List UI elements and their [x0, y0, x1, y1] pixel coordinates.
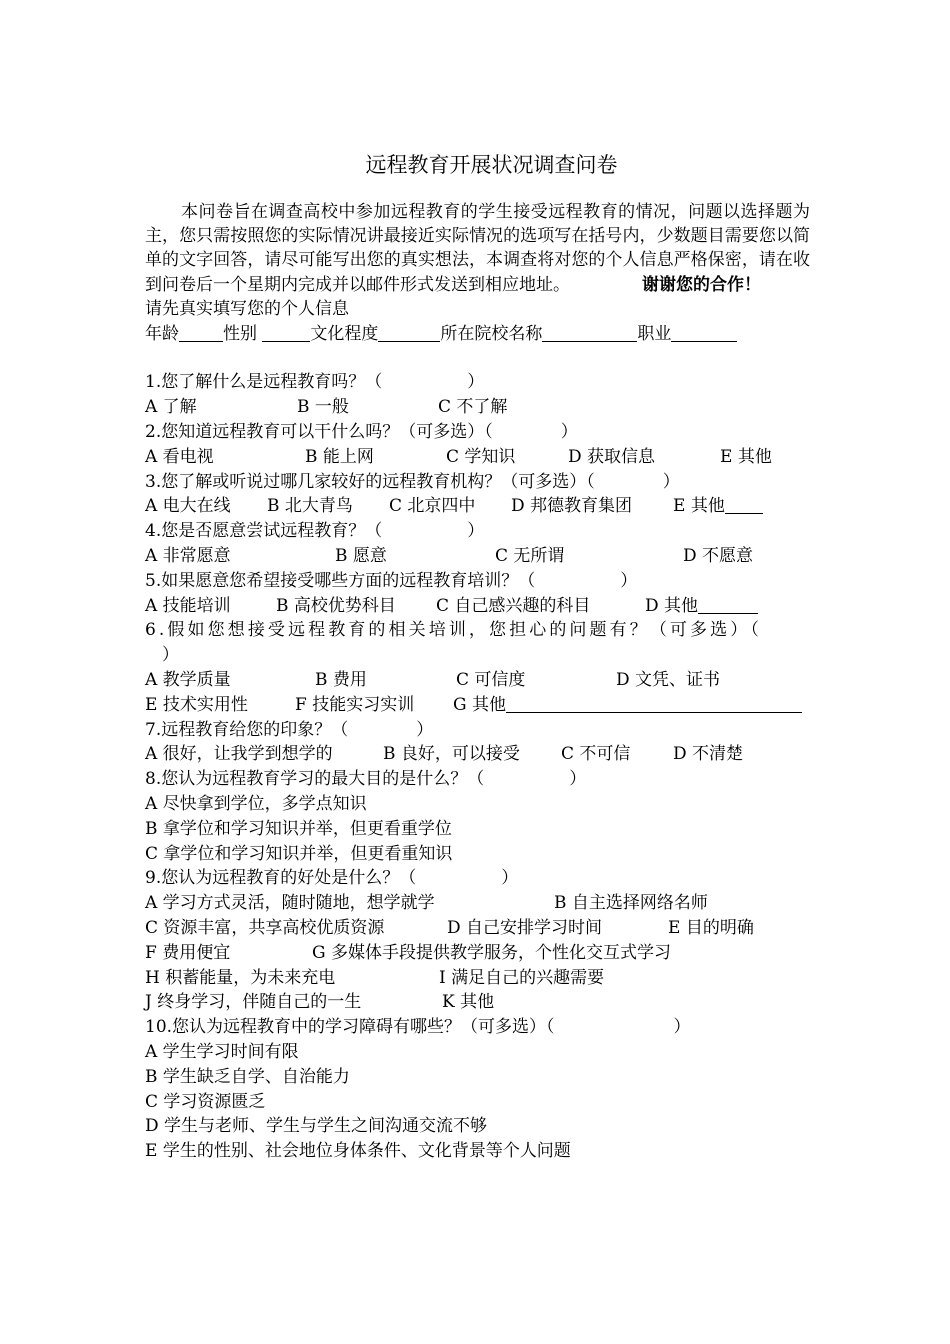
option[interactable]: D 不愿意	[683, 545, 754, 566]
question-3: 3.您了解或听说过哪几家较好的远程教育机构？（可多选）（ ）	[145, 471, 680, 492]
question-5: 5.如果愿意您希望接受哪些方面的远程教育培训？（ ）	[145, 570, 638, 591]
school-blank[interactable]	[542, 324, 637, 342]
option[interactable]: B 费用	[315, 669, 367, 690]
other-blank[interactable]	[698, 596, 758, 614]
option[interactable]: F 技能实习实训	[295, 694, 415, 715]
option[interactable]: B 一般	[297, 397, 349, 418]
option[interactable]: B 拿学位和学习知识并举，但更看重学位	[145, 818, 452, 839]
question-9-options-row-1	[145, 891, 810, 916]
option[interactable]: D 学生与老师、学生与学生之间沟通交流不够	[145, 1116, 488, 1137]
option[interactable]: B 能上网	[305, 446, 374, 467]
option[interactable]: D 获取信息	[568, 446, 656, 467]
option[interactable]: A 了解	[145, 397, 197, 418]
option[interactable]: H 积蓄能量，为未来充电	[145, 967, 336, 988]
question-4-options	[145, 544, 810, 569]
option[interactable]: A 教学质量	[145, 669, 231, 690]
personal-heading: 请先真实填写您的个人信息	[145, 298, 349, 319]
question-9-options-row-2	[145, 916, 810, 941]
option[interactable]: A 尽快拿到学位，多学点知识	[145, 793, 367, 814]
option[interactable]: C 不了解	[438, 397, 508, 418]
question-2: 2.您知道远程教育可以干什么吗？（可多选）（ ）	[145, 422, 578, 442]
question-8: 8.您认为远程教育学习的最大目的是什么？（ ）	[145, 769, 587, 790]
option[interactable]: D 其他	[645, 594, 758, 619]
option[interactable]: A 电大在线	[145, 496, 231, 517]
question-5-options	[145, 594, 810, 619]
question-1: 1.您了解什么是远程教育吗？（ ）	[145, 372, 485, 393]
education-label: 文化程度	[310, 323, 379, 344]
option[interactable]: C 自己感兴趣的科目	[436, 595, 591, 616]
thanks-text: 谢谢您的合作！	[642, 274, 761, 295]
option[interactable]: E 目的明确	[668, 917, 754, 938]
questionnaire-page	[145, 150, 810, 1164]
question-6-options-row-2	[145, 693, 810, 718]
question-2-options	[145, 445, 810, 470]
gender-label: 性别	[223, 323, 257, 344]
question-6-options-row-1	[145, 668, 810, 693]
option[interactable]: C 不可信	[561, 744, 631, 765]
question-3-options	[145, 494, 810, 519]
option[interactable]: B 愿意	[335, 545, 387, 566]
option[interactable]: C 可信度	[456, 669, 526, 690]
option[interactable]: G 其他	[453, 693, 802, 718]
option[interactable]: F 费用便宜	[145, 942, 231, 963]
option[interactable]: A 学生学习时间有限	[145, 1041, 299, 1062]
question-9-options-row-5	[145, 990, 810, 1015]
option[interactable]: A 很好，让我学到想学的	[145, 744, 333, 765]
other-blank[interactable]	[725, 496, 763, 514]
option[interactable]: E 其他	[720, 446, 772, 467]
question-4: 4.您是否愿意尝试远程教育？（ ）	[145, 521, 485, 542]
age-blank[interactable]	[179, 324, 223, 342]
option[interactable]: B 良好，可以接受	[383, 744, 520, 765]
job-label: 职业	[637, 323, 672, 344]
option[interactable]: D 邦德教育集团	[511, 496, 633, 517]
question-9: 9.您认为远程教育的好处是什么？（ ）	[145, 868, 519, 889]
option[interactable]: I 满足自己的兴趣需要	[439, 967, 605, 988]
option[interactable]: J 终身学习，伴随自己的一生	[145, 992, 362, 1013]
page-title: 远程教育开展状况调查问卷	[365, 153, 618, 177]
question-7: 7.远程教育给您的印象？（ ）	[145, 719, 434, 740]
option[interactable]: D 自己安排学习时间	[447, 917, 603, 938]
option[interactable]: D 文凭、证书	[616, 669, 721, 690]
question-6: 6.假如您想接受远程教育的相关培训，您担心的问题有？（可多选）（ ）	[145, 620, 762, 666]
option[interactable]: C 无所谓	[495, 545, 565, 566]
option[interactable]: A 技能培训	[145, 595, 231, 616]
gender-blank[interactable]	[262, 324, 310, 342]
option[interactable]: B 高校优势科目	[276, 595, 396, 616]
option[interactable]: E 技术实用性	[145, 694, 248, 715]
option[interactable]: C 拿学位和学习知识并举，但更看重知识	[145, 843, 453, 864]
question-9-options-row-3	[145, 941, 810, 966]
option[interactable]: B 北大青鸟	[267, 496, 353, 517]
option[interactable]: B 自主选择网络名师	[554, 893, 708, 914]
personal-info-row	[145, 322, 810, 347]
question-10: 10.您认为远程教育中的学习障碍有哪些？（可多选）（ ）	[145, 1017, 691, 1038]
option[interactable]: A 非常愿意	[145, 545, 231, 566]
option[interactable]: E 其他	[673, 494, 763, 519]
option[interactable]: E 学生的性别、社会地位身体条件、文化背景等个人问题	[145, 1141, 571, 1162]
intro-paragraph	[145, 200, 810, 297]
option[interactable]: G 多媒体手段提供教学服务，个性化交互式学习	[312, 942, 671, 963]
option[interactable]: C 资源丰富，共享高校优质资源	[145, 917, 385, 938]
question-7-options	[145, 742, 810, 767]
question-9-options-row-4	[145, 966, 810, 991]
option[interactable]: B 学生缺乏自学、自治能力	[145, 1066, 350, 1087]
option[interactable]: C 学知识	[446, 446, 516, 467]
school-label: 所在院校名称	[440, 323, 543, 344]
age-label: 年龄	[145, 323, 179, 344]
intro-text: 本问卷旨在调查高校中参加远程教育的学生接受远程教育的情况，问题以选择题为主，您只需按照您的实际情况讲最接近实际情况的选项写在括号内，少数题目需要您以简单的文字回答，请尽可能写出您的真实想法，本调查将对您的个人信息严格保密，请在收到问卷后一个星期内完成并以邮件形式发送到相应地址。	[145, 202, 810, 295]
education-blank[interactable]	[378, 324, 440, 342]
option[interactable]: C 北京四中	[389, 496, 476, 517]
option[interactable]: K 其他	[442, 992, 495, 1013]
option[interactable]: A 看电视	[145, 446, 214, 467]
option[interactable]: A 学习方式灵活，随时随地，想学就学	[145, 893, 435, 914]
question-1-options	[145, 395, 810, 420]
other-blank[interactable]	[506, 695, 802, 713]
job-blank[interactable]	[671, 324, 737, 342]
option[interactable]: D 不清楚	[673, 744, 744, 765]
option[interactable]: C 学习资源匮乏	[145, 1091, 266, 1112]
